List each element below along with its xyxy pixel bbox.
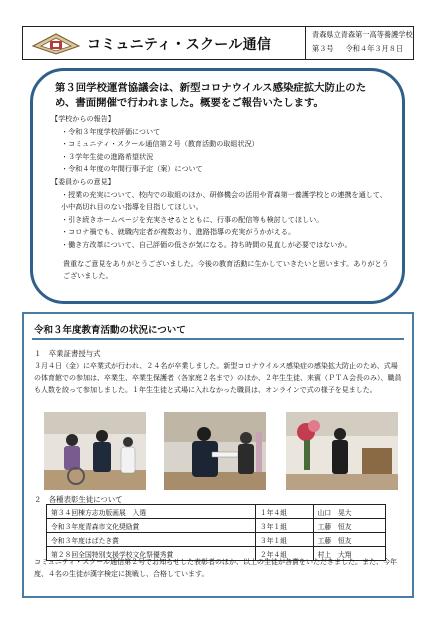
opinion-item: ・引き続きホームページを充実させるとともに、行事の配信等も検討してほしい。 <box>61 214 324 224</box>
meeting-closing: 貴重なご意見をありがとうございました。今後の教育活動に生かしていきたいと思います。ありがとうございました。 <box>63 258 389 281</box>
graduation-photo-1 <box>44 412 146 490</box>
table-row <box>47 533 386 547</box>
opinion-heading: 【委員からの意見】 <box>51 176 115 186</box>
award-student: 山口 晃大 <box>313 505 385 519</box>
report-heading: 【学校からの報告】 <box>51 114 115 123</box>
issue-info <box>312 44 403 54</box>
meeting-body <box>51 113 391 283</box>
report-item: ・３学年生徒の進路希望状況 <box>61 151 154 161</box>
award-student: 工藤 恒友 <box>313 519 385 533</box>
award-title: 第３４回棟方志功版画展 入選 <box>47 505 256 519</box>
graduation-heading: １ 卒業証書授与式 <box>34 349 101 358</box>
awards-body: コミュニティ・スクール通信第２号でお知らせした表彰者のほか、以上の生徒が各賞をいただきました。また、今年度、４名の生徒が漢字検定に挑戦し、合格しています。 <box>34 558 397 578</box>
award-title: 令和３年度青森市文化奨励賞 <box>47 519 256 533</box>
opinion-item: ・授業の充実について、校内での取組のほか、研修機会の活用や青森第一養護学校との連携を通して、小中高切れ目のない指導を目指してほしい。 <box>61 189 387 212</box>
heading-divider <box>32 338 404 340</box>
activities-heading: 令和３年度教育活動の状況について <box>34 325 186 336</box>
opinion-item: ・働き方改革について、自己評価の低さが気になる。持ち時間の見直しが必要ではないか。 <box>61 239 352 249</box>
award-student: 村上 大翔 <box>313 547 385 561</box>
award-class: １年４組 <box>255 505 313 519</box>
report-item: ・コミュニティ・スクール通信第２号（教育活動の取組状況） <box>61 139 259 149</box>
issue-date: 令和４年３月８日 <box>345 44 404 53</box>
issue-number: 第３号 <box>312 44 334 53</box>
table-row <box>47 505 386 519</box>
graduation-body: ３月４日（金）に卒業式が行われ、２４名が卒業しました。新型コロナウイルス感染症の感染拡大防止のため、式場の体育館での参加は、卒業生、卒業生保護者（各家庭２名まで）のほか、２年生生徒、来賓（ＰＴＡ会長のみ）、職員も人数を絞って参加しました。１年生生徒と式場に入れなかった職員は、オンラインで式の様子を見ました。 <box>34 362 402 395</box>
newsletter-header <box>22 26 414 60</box>
report-item: ・令和４年度の年間行事予定（案）について <box>61 164 203 174</box>
activities-section <box>22 312 414 598</box>
award-class: ３年１組 <box>255 519 313 533</box>
opinion-item: ・コロナ禍でも、就職内定者が複数おり、進路指導の充実がうかがえる。 <box>61 227 296 237</box>
award-class: ３年１組 <box>255 533 313 547</box>
header-info-box <box>305 27 414 59</box>
table-row <box>47 519 386 533</box>
report-item: ・令和３年度学校評価について <box>61 126 161 136</box>
awards-heading: ２ 各種表彰生徒について <box>34 495 123 504</box>
award-student: 工藤 恒友 <box>313 533 385 547</box>
award-title: 令和３年度はばたき賞 <box>47 533 256 547</box>
newsletter-title: コミュニティ・スクール通信 <box>87 37 272 53</box>
graduation-photo-2 <box>164 412 266 490</box>
award-title: 第２８回全国特別支援学校文化祭優秀賞 <box>47 547 256 561</box>
meeting-summary-box <box>30 68 405 304</box>
school-name: 青森県立青森第一高等養護学校 <box>312 30 413 39</box>
awards-table <box>46 504 386 561</box>
award-class: ２年４組 <box>255 547 313 561</box>
graduation-photo-3 <box>286 412 398 490</box>
meeting-headline: 第３回学校運営協議会は、新型コロナウイルス感染症拡大防止のため、書面開催で行われました。概要をご報告いたします。 <box>55 82 367 109</box>
school-emblem-icon <box>31 32 81 56</box>
